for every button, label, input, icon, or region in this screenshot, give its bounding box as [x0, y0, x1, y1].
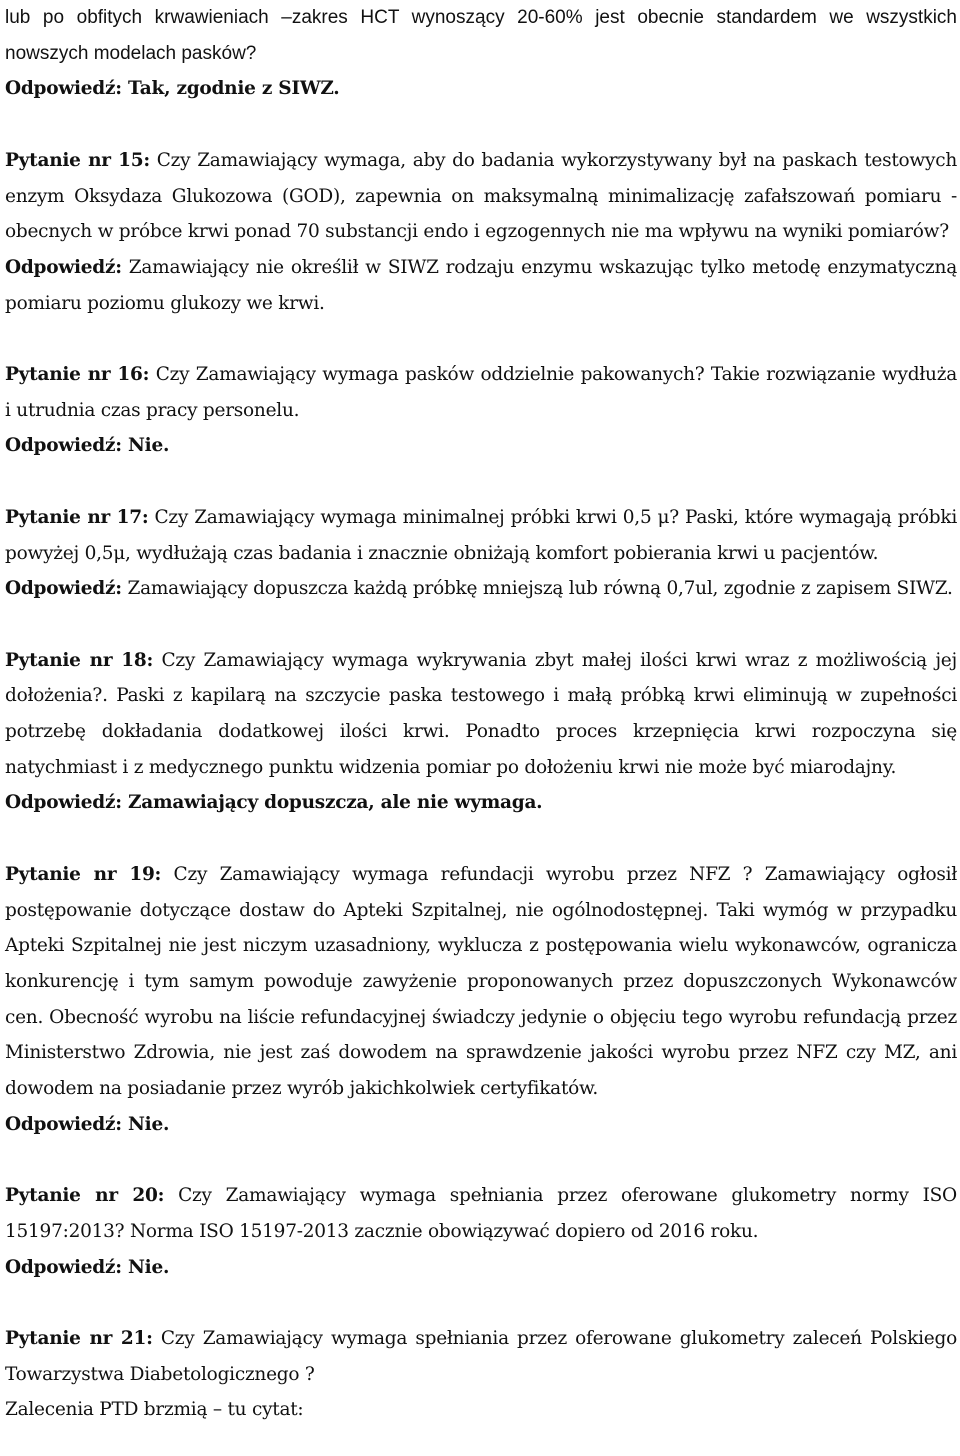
spacer	[5, 1142, 957, 1178]
answer-18	[5, 785, 957, 821]
spacer	[5, 321, 957, 357]
question-label: Pytanie nr 19:	[5, 863, 162, 885]
intro-question-line: lub po obfitych krwawieniach –zakres HCT wynoszący 20-60% jest obecnie standardem we wszystkich nowszych modelach pasków?	[5, 7, 957, 64]
spacer	[5, 1285, 957, 1321]
question-label: Pytanie nr 16:	[5, 364, 150, 385]
answer-17	[5, 571, 957, 607]
answer-label: Odpowiedź:	[5, 578, 122, 600]
answer-20	[5, 1250, 957, 1286]
answer-text: Zamawiający dopuszcza każdą próbkę mniejszą lub równą 0,7ul, zgodnie z zapisem SIWZ.	[121, 578, 953, 600]
answer-label: Odpowiedź:	[5, 256, 122, 278]
trailing-text: Zalecenia PTD brzmią – tu cytat:	[5, 1399, 304, 1421]
answer-15	[5, 250, 957, 321]
question-text: Czy Zamawiający wymaga pasków oddzielnie pakowanych? Takie rozwiązanie wydłuża i utrudnia czas pracy personelu.	[5, 364, 957, 421]
answer-text: Zamawiający nie określił w SIWZ rodzaju enzymu wskazując tylko metodę enzymatyczną pomiaru poziomu glukozy we krwi.	[5, 256, 957, 314]
question-text: Czy Zamawiający wymaga minimalnej próbki krwi 0,5 μ? Paski, które wymagają próbki powyżej 0,5μ, wydłużają czas badania i znacznie obniżają komfort pobierania krwi u pacjentów.	[5, 506, 957, 564]
question-text: Czy Zamawiający wymaga spełniania przez oferowane glukometry zaleceń Polskiego Towarzystwa Diabetologicznego ?	[5, 1327, 957, 1385]
question-text: Czy Zamawiający wymaga wykrywania zbyt małej ilości krwi wraz z możliwością jej dołożenia?. Paski z kapilarą na szczycie paska testowego i małą próbką krwi eliminują w zupełności potrzebę dokładania dodatkowej ilości krwi. Ponadto proces krzepnięcia krwi rozpoczyna się natychmiast i z medycznego punktu widzenia pomiar po dołożeniu krwi nie może być miarodajny.	[5, 649, 957, 778]
question-label: Pytanie nr 21:	[5, 1327, 153, 1349]
question-16	[5, 357, 957, 428]
question-18	[5, 643, 957, 786]
spacer	[5, 607, 957, 643]
question-text: Czy Zamawiający wymaga, aby do badania wykorzystywany był na paskach testowych enzym Oksydaza Glukozowa (GOD), zapewnia on maksymalną minimalizację zafałszowań pomiaru - obecnych w próbce krwi ponad 70 substancji endo i egzogennych nie ma wpływu na wyniki pomiarów?	[5, 149, 957, 243]
question-21-trailing	[5, 1392, 957, 1428]
document-page	[5, 0, 957, 1428]
question-17	[5, 500, 957, 571]
answer-16	[5, 428, 957, 464]
spacer	[5, 107, 957, 143]
answer-label: Odpowiedź:	[5, 78, 122, 100]
answer-label: Odpowiedź: Nie.	[5, 1113, 170, 1135]
answer-19	[5, 1107, 957, 1143]
question-text: Czy Zamawiający wymaga spełniania przez oferowane glukometry normy ISO 15197:2013? Norma ISO 15197-2013 zacznie obowiązywać dopiero od 2016 roku.	[5, 1185, 957, 1242]
question-label: Pytanie nr 20:	[5, 1185, 165, 1207]
question-label: Pytanie nr 18:	[5, 649, 154, 671]
intro-answer	[5, 71, 957, 107]
question-19	[5, 857, 957, 1107]
answer-label: Odpowiedź: Nie.	[5, 435, 170, 457]
question-15	[5, 143, 957, 250]
spacer	[5, 464, 957, 500]
question-21	[5, 1321, 957, 1392]
spacer	[5, 821, 957, 857]
question-label: Pytanie nr 15:	[5, 149, 150, 171]
question-label: Pytanie nr 17:	[5, 506, 149, 528]
question-20	[5, 1178, 957, 1249]
answer-text: Tak, zgodnie z SIWZ.	[121, 78, 340, 100]
answer-label: Odpowiedź: Nie.	[5, 1256, 170, 1278]
question-text: Czy Zamawiający wymaga refundacji wyrobu przez NFZ ? Zamawiający ogłosił postępowanie dotyczące dostaw do Apteki Szpitalnej, nie ogólnodostępnej. Taki wymóg w przypadku Apteki Szpitalnej nie jest niczym uzasadniony, wyklucza z postępowania wielu wykonawców, ogranicza konkurencję i tym samym powoduje zawyżenie proponowanych przez dopuszczonych Wykonawców cen. Obecność wyrobu na liście refundacyjnej świadczy jedynie o objęciu tego wyrobu refundacją przez Ministerstwo Zdrowia, nie jest zaś dowodem na sprawdzenie jakości wyrobu przez NFZ czy MZ, ani dowodem na posiadanie przez wyrób jakichkolwiek certyfikatów.	[5, 863, 957, 1100]
intro-question-text	[5, 0, 957, 71]
answer-label: Odpowiedź: Zamawiający dopuszcza, ale nie wymaga.	[5, 792, 543, 814]
